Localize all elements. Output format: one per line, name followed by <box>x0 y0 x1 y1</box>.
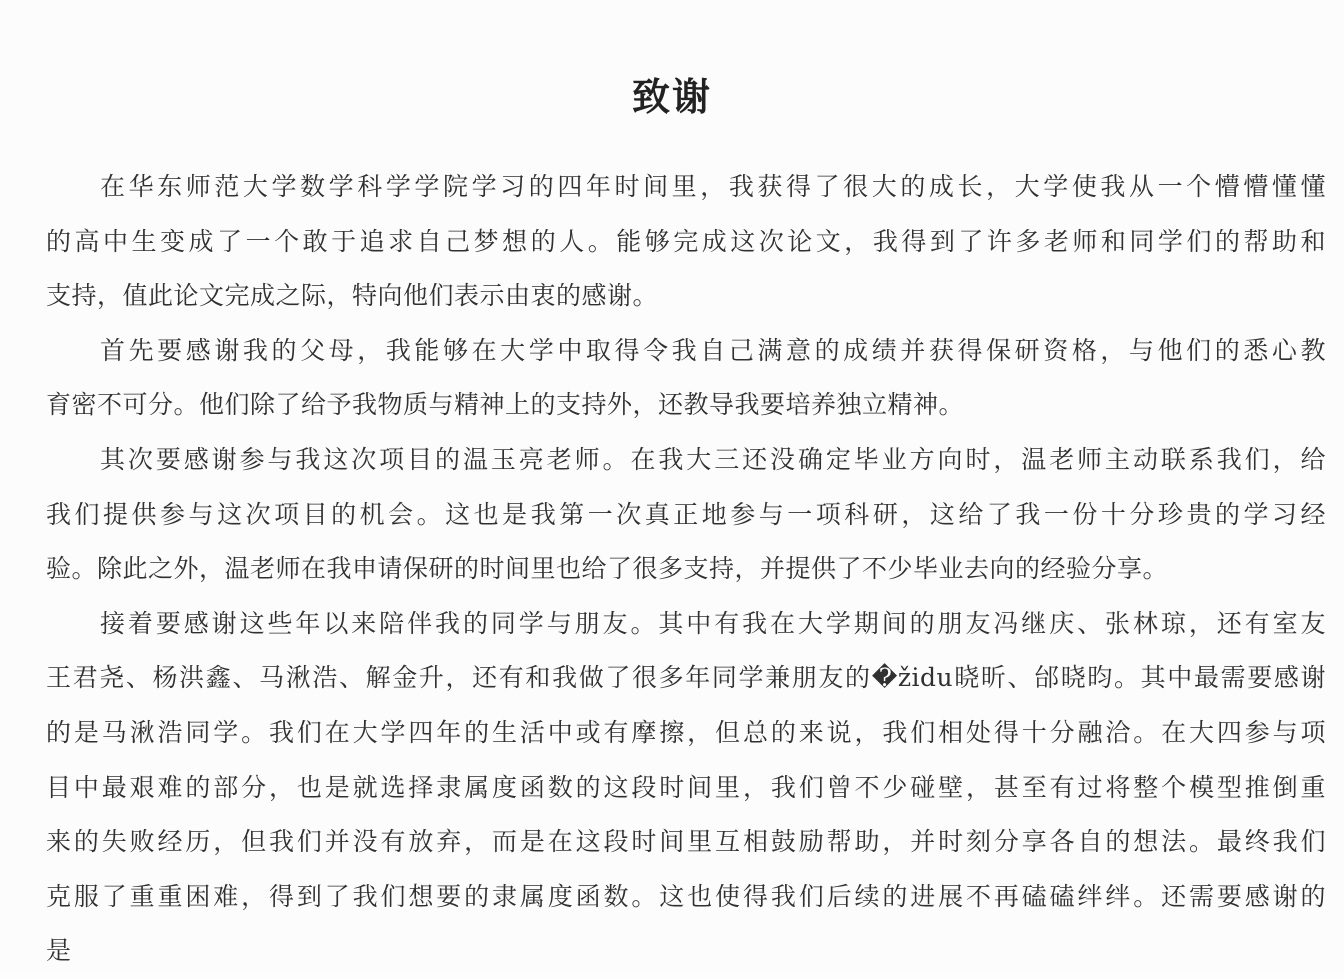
text-line: 来的失败经历，但我们并没有放弃，而是在这段时间里互相鼓励帮助，并时刻分享各自的想法。最终我们 <box>46 827 1326 857</box>
paragraph-2 <box>46 324 1326 433</box>
text-line: 克服了重重困难，得到了我们想要的隶属度函数。这也使得我们后续的进展不再磕磕绊绊。还需要感谢的 <box>46 881 1326 911</box>
page-title: 致谢 <box>631 75 712 119</box>
paragraph-4 <box>46 597 1326 979</box>
paragraph-3 <box>46 433 1326 597</box>
text-line: 我们提供参与这次项目的机会。这也是我第一次真正地参与一项科研，这给了我一份十分珍贵的学习经 <box>46 499 1326 529</box>
text-line: 育密不可分。他们除了给予我物质与精神上的支持外，还教导我要培养独立精神。 <box>46 390 965 420</box>
text-line: 接着要感谢这些年以来陪伴我的同学与朋友。其中有我在大学期间的朋友冯继庆、张林琼，还有室友 <box>100 608 1326 638</box>
acknowledgment-body <box>46 160 1326 979</box>
text-line: 目中最艰难的部分，也是就选择隶属度函数的这段时间里，我们曾不少碰壁，甚至有过将整个模型推倒重 <box>46 772 1326 802</box>
text-line: 支持，值此论文完成之际，特向他们表示由衷的感谢。 <box>46 281 659 311</box>
text-line: 验。除此之外，温老师在我申请保研的时间里也给了很多支持，并提供了不少毕业去向的经验分享。 <box>46 554 1169 584</box>
text-line: 是 <box>46 936 72 966</box>
paragraph-1 <box>46 160 1326 324</box>
text-line: 首先要感谢我的父母，我能够在大学中取得令我自己满意的成绩并获得保研资格，与他们的悉心教 <box>100 335 1326 365</box>
text-line: 的高中生变成了一个敢于追求自己梦想的人。能够完成这次论文，我得到了许多老师和同学们的帮助和 <box>46 226 1326 256</box>
text-line: 其次要感谢参与我这次项目的温玉亮老师。在我大三还没确定毕业方向时，温老师主动联系我们，给 <box>100 444 1326 474</box>
text-line: 在华东师范大学数学科学学院学习的四年时间里，我获得了很大的成长，大学使我从一个懵懵懂懂 <box>100 172 1326 201</box>
text-line: 的是马湫浩同学。我们在大学四年的生活中或有摩擦，但总的来说，我们相处得十分融洽。在大四参与项 <box>46 717 1326 747</box>
text-line: 王君尧、杨洪鑫、马湫浩、解金升，还有和我做了很多年同学兼朋友的�židu晓昕、邰晓昀。其中最需要感谢 <box>46 663 1326 693</box>
